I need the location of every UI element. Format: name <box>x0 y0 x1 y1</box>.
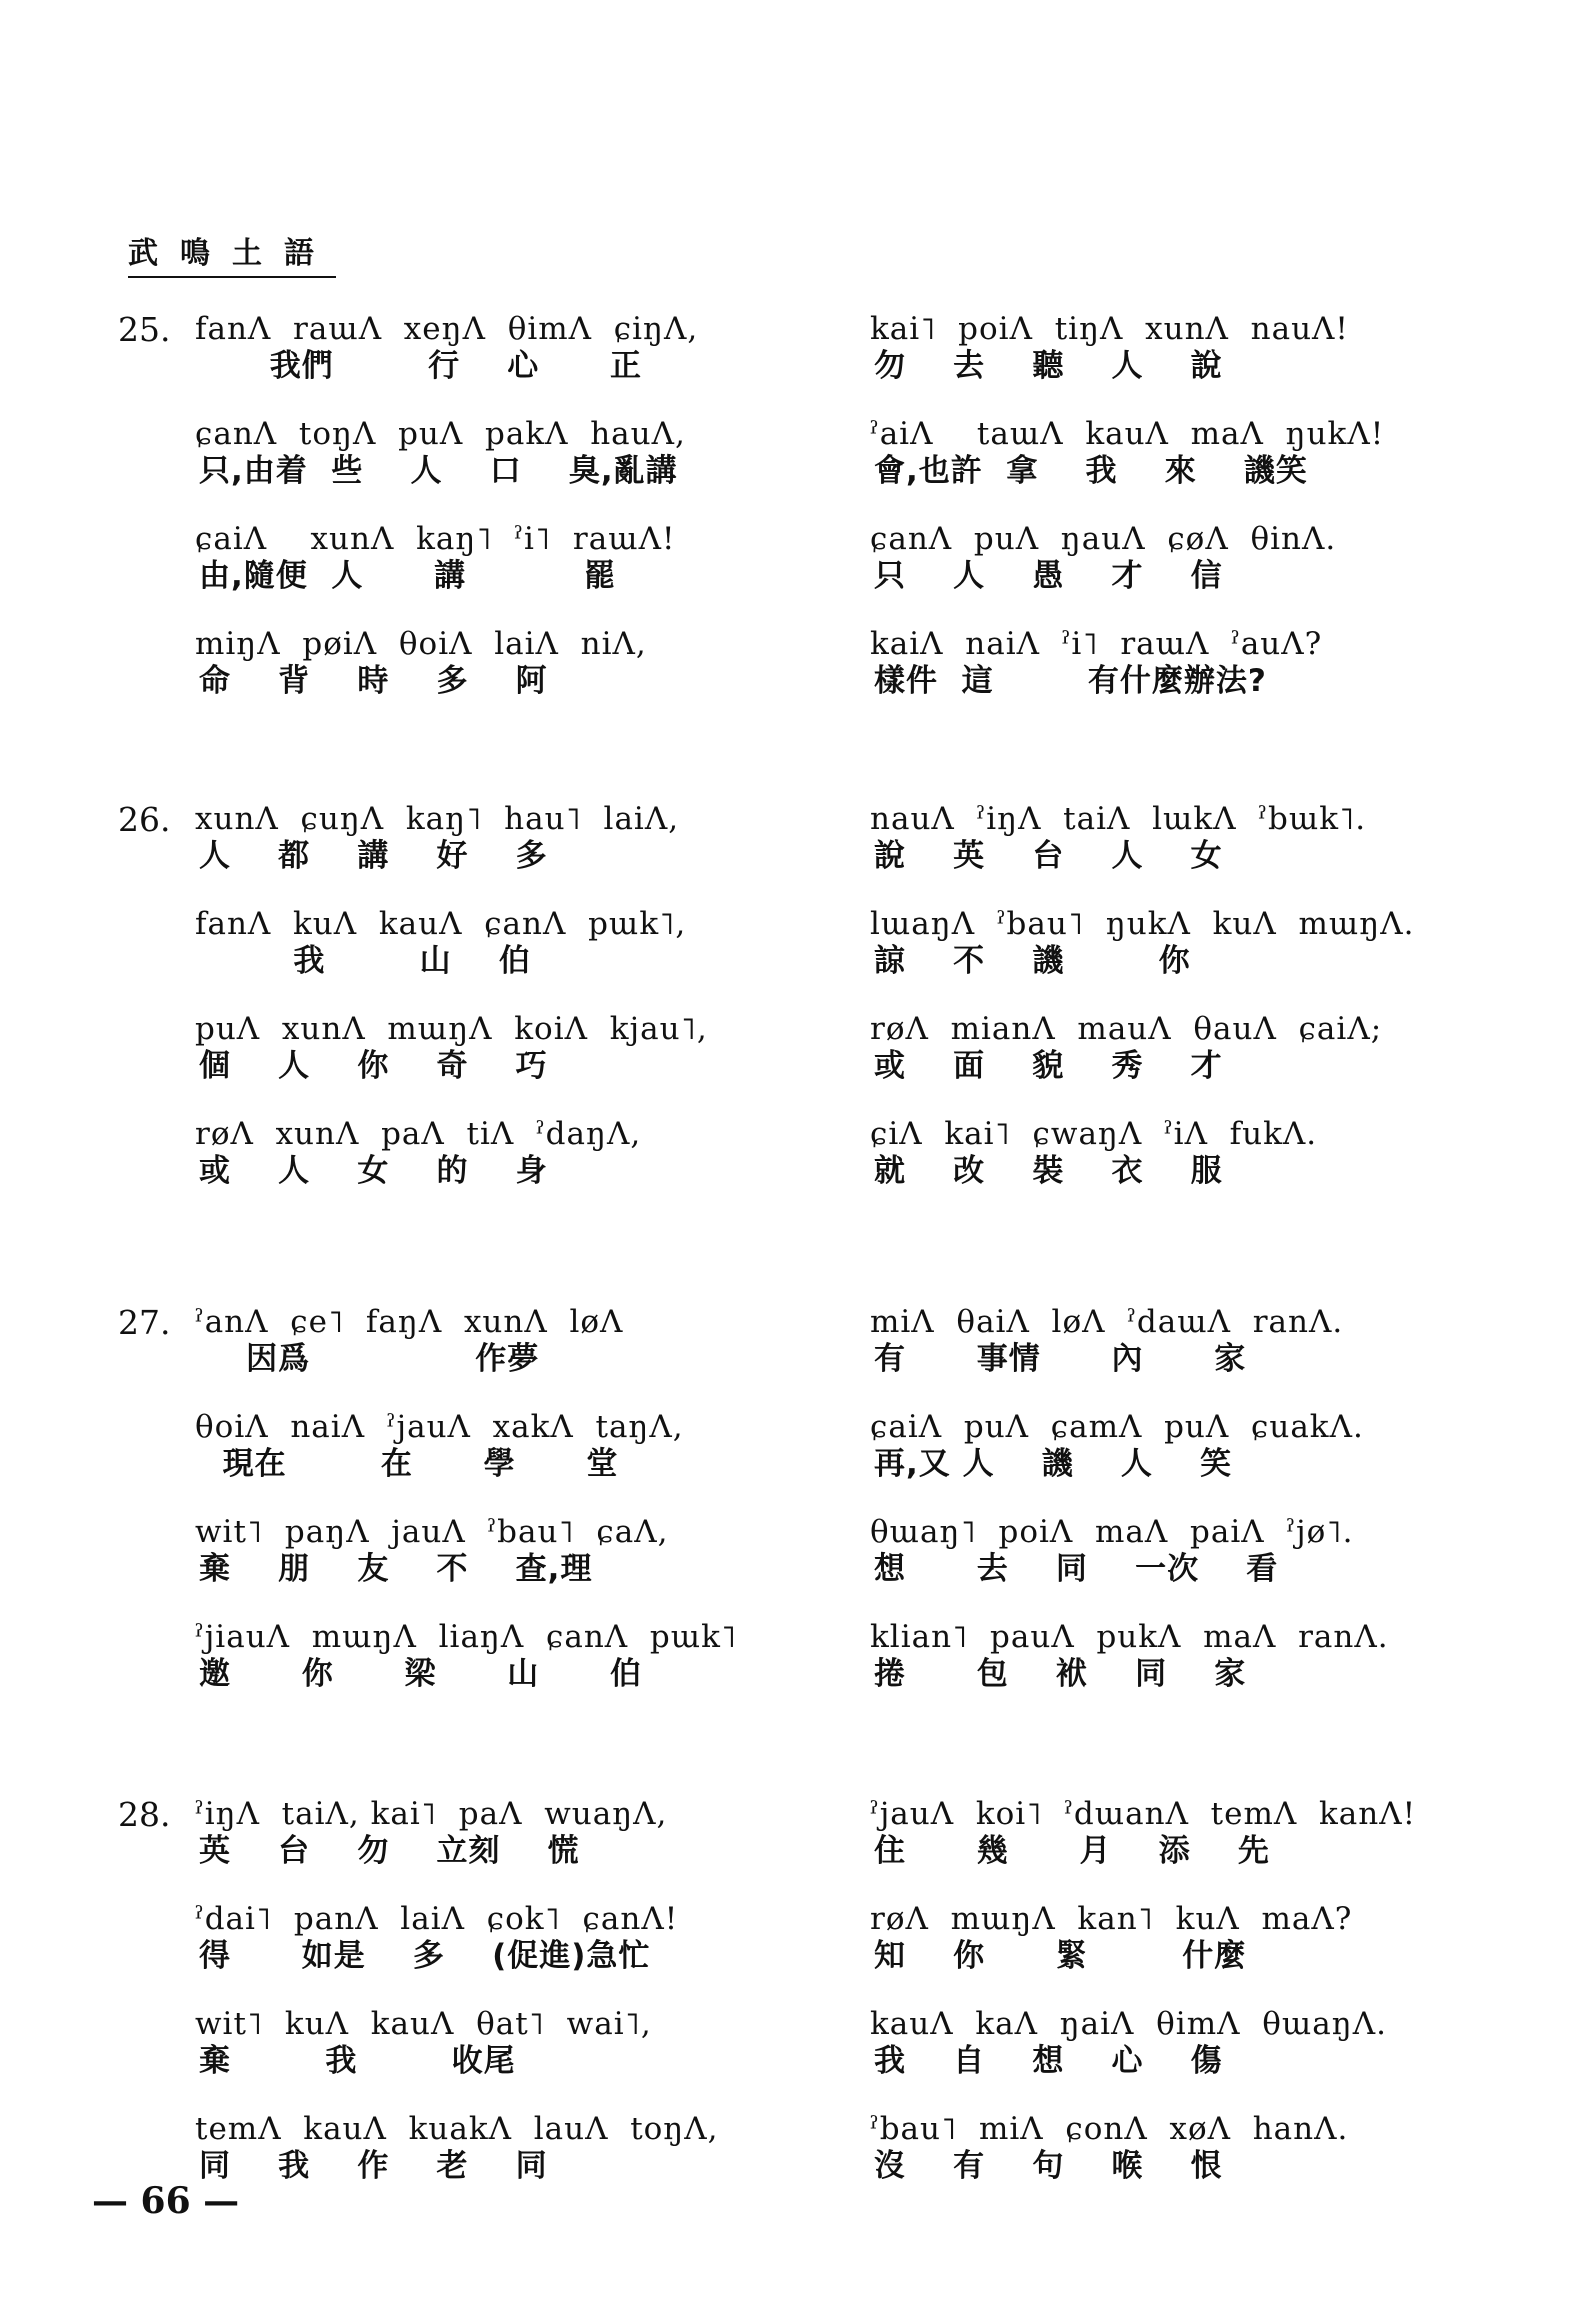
chinese-gloss: 諒 不 譏 你 <box>874 943 1191 979</box>
verse-line <box>870 415 1450 520</box>
phonetic-transcription: ˀiŋɅ taiɅ, kai˥ paɅ wuaŋɅ, <box>195 1796 668 1832</box>
chinese-gloss: 現在 在 學 堂 <box>199 1446 619 1482</box>
verse-column-left <box>195 1795 775 2184</box>
verse-line <box>870 625 1450 699</box>
verse-line <box>195 905 775 1010</box>
verse-line <box>870 1303 1450 1408</box>
verse-column-right <box>870 1795 1450 2184</box>
chinese-gloss: 勿 去 聽 人 說 <box>874 348 1223 384</box>
verse-line <box>870 1795 1450 1900</box>
verse-line <box>870 1115 1450 1189</box>
verse-column-right <box>870 310 1450 699</box>
chinese-gloss: 個 人 你 奇 巧 <box>199 1048 548 1084</box>
chinese-gloss: 英 台 勿 立刻 慌 <box>199 1833 580 1869</box>
verse-line <box>195 625 775 699</box>
chinese-gloss: 因爲 作夢 <box>199 1341 540 1377</box>
chinese-gloss: 我 山 伯 <box>199 943 531 979</box>
chinese-gloss: 知 你 緊 什麼 <box>874 1938 1247 1974</box>
chinese-gloss: 只 人 愚 才 信 <box>874 558 1223 594</box>
phonetic-transcription: wit˥ kuɅ kauɅ θat˥ wai˥, <box>195 2006 652 2042</box>
chinese-gloss: 就 改 裝 衣 服 <box>874 1153 1223 1189</box>
chinese-gloss: 想 去 同 一次 看 <box>874 1551 1279 1587</box>
phonetic-transcription: miŋɅ pøiɅ θoiɅ laiɅ niɅ, <box>195 626 647 662</box>
phonetic-transcription: røɅ mianɅ mauɅ θauɅ ɕaiɅ; <box>870 1011 1383 1047</box>
phonetic-transcription: puɅ xunɅ mɯŋɅ koiɅ kjau˥, <box>195 1011 708 1047</box>
phonetic-transcription: wit˥ paŋɅ jauɅ ˀbau˥ ɕaɅ, <box>195 1514 669 1550</box>
chinese-gloss: 樣件 這 有什麼辦法? <box>874 663 1267 699</box>
verse-column-right <box>870 800 1450 1189</box>
chinese-gloss: 命 背 時 多 阿 <box>199 663 548 699</box>
page-number: — 66 — <box>92 2180 240 2222</box>
chinese-gloss: 或 人 女 的 身 <box>199 1153 548 1189</box>
chinese-gloss: 邀 你 梁 山 伯 <box>199 1656 643 1692</box>
chinese-gloss: 沒 有 句 喉 恨 <box>874 2148 1223 2184</box>
chinese-gloss: 我們 行 心 正 <box>199 348 643 384</box>
verse-line <box>870 1900 1450 2005</box>
chinese-gloss: 人 都 講 好 多 <box>199 838 548 874</box>
phonetic-transcription: xunɅ ɕuŋɅ kaŋ˥ hau˥ laiɅ, <box>195 801 680 837</box>
phonetic-transcription: θɯaŋ˥ poiɅ maɅ paiɅ ˀjø˥. <box>870 1514 1354 1550</box>
chinese-gloss: 有 事情 內 家 <box>874 1341 1247 1377</box>
verse-line <box>195 1303 775 1408</box>
phonetic-transcription: ɕaiɅ puɅ ɕamɅ puɅ ɕuakɅ. <box>870 1409 1364 1445</box>
phonetic-transcription: fanɅ kuɅ kauɅ ɕanɅ pɯk˥, <box>195 906 687 942</box>
verse-line <box>195 800 775 905</box>
phonetic-transcription: ˀjiauɅ mɯŋɅ liaŋɅ ɕanɅ pɯk˥ <box>195 1619 738 1655</box>
chinese-gloss: 再,又 人 譏 人 笑 <box>874 1446 1233 1482</box>
chinese-gloss: 得 如是 多 (促進)急忙 <box>199 1938 651 1974</box>
verse-line <box>870 1010 1450 1115</box>
verse-line <box>870 1408 1450 1513</box>
verse-line <box>870 905 1450 1010</box>
verse-column-left <box>195 800 775 1189</box>
verse-column-left <box>195 310 775 699</box>
phonetic-transcription: ˀbau˥ miɅ ɕonɅ xøɅ hanɅ. <box>870 2111 1349 2147</box>
phonetic-transcription: miɅ θaiɅ løɅ ˀdaɯɅ ranɅ. <box>870 1304 1344 1340</box>
phonetic-transcription: ɕanɅ toŋɅ puɅ pakɅ hauɅ, <box>195 416 686 452</box>
phonetic-transcription: klian˥ pauɅ pukɅ maɅ ranɅ. <box>870 1619 1389 1655</box>
verse-line <box>195 2005 775 2110</box>
verse-line <box>195 1618 775 1692</box>
chinese-gloss: 只,由着 些 人 口 臭,亂講 <box>199 453 678 489</box>
verse-line <box>870 520 1450 625</box>
verse-line <box>195 1513 775 1618</box>
verse-number: 25. <box>118 310 171 349</box>
chinese-gloss: 或 面 貌 秀 才 <box>874 1048 1223 1084</box>
phonetic-transcription: lɯaŋɅ ˀbau˥ ŋukɅ kuɅ mɯŋɅ. <box>870 906 1415 942</box>
verse-line <box>195 310 775 415</box>
verse-line <box>870 2005 1450 2110</box>
chinese-gloss: 由,隨便 人 講 罷 <box>199 558 617 594</box>
phonetic-transcription: ɕaiɅ xunɅ kaŋ˥ ˀi˥ raɯɅ! <box>195 521 676 557</box>
phonetic-transcription: røɅ mɯŋɅ kan˥ kuɅ maɅ? <box>870 1901 1353 1937</box>
verse-number: 28. <box>118 1795 171 1834</box>
phonetic-transcription: ɕiɅ kai˥ ɕwaŋɅ ˀiɅ fukɅ. <box>870 1116 1318 1152</box>
chinese-gloss: 同 我 作 老 同 <box>199 2148 548 2184</box>
chinese-gloss: 會,也許 拿 我 來 譏笑 <box>874 453 1308 489</box>
verse-line <box>195 1010 775 1115</box>
chinese-gloss: 說 英 台 人 女 <box>874 838 1223 874</box>
phonetic-transcription: nauɅ ˀiŋɅ taiɅ lɯkɅ ˀbɯk˥. <box>870 801 1367 837</box>
phonetic-transcription: temɅ kauɅ kuakɅ lauɅ toŋɅ, <box>195 2111 719 2147</box>
verse-line <box>870 310 1450 415</box>
verse-number: 26. <box>118 800 171 839</box>
phonetic-transcription: fanɅ raɯɅ xeŋɅ θimɅ ɕiŋɅ, <box>195 311 699 347</box>
phonetic-transcription: ˀdai˥ panɅ laiɅ ɕok˥ ɕanɅ! <box>195 1901 679 1937</box>
phonetic-transcription: kaiɅ naiɅ ˀi˥ raɯɅ ˀauɅ? <box>870 626 1323 662</box>
phonetic-transcription: ˀanɅ ɕe˥ faŋɅ xunɅ løɅ <box>195 1304 624 1340</box>
verse-line <box>195 1900 775 2005</box>
chinese-gloss: 住 幾 月 添 先 <box>874 1833 1270 1869</box>
verse-line <box>195 2110 775 2184</box>
phonetic-transcription: røɅ xunɅ paɅ tiɅ ˀdaŋɅ, <box>195 1116 642 1152</box>
phonetic-transcription: θoiɅ naiɅ ˀjauɅ xakɅ taŋɅ, <box>195 1409 684 1445</box>
verse-line <box>195 520 775 625</box>
verse-line <box>870 2110 1450 2184</box>
verse-line <box>870 800 1450 905</box>
phonetic-transcription: kauɅ kaɅ ŋaiɅ θimɅ θɯaŋɅ. <box>870 2006 1387 2042</box>
verse-number: 27. <box>118 1303 171 1342</box>
verse-column-left <box>195 1303 775 1692</box>
verse-line <box>870 1513 1450 1618</box>
chinese-gloss: 棄 朋 友 不 查,理 <box>199 1551 593 1587</box>
verse-line <box>195 1795 775 1900</box>
phonetic-transcription: ˀjauɅ koi˥ ˀdɯanɅ temɅ kanɅ! <box>870 1796 1417 1832</box>
verse-line <box>195 1408 775 1513</box>
chinese-gloss: 棄 我 收尾 <box>199 2043 516 2079</box>
verse-column-right <box>870 1303 1450 1692</box>
phonetic-transcription: ˀaiɅ taɯɅ kauɅ maɅ ŋukɅ! <box>870 416 1385 452</box>
verse-line <box>195 415 775 520</box>
running-header: 武鳴土語 <box>128 228 336 278</box>
phonetic-transcription: ɕanɅ puɅ ŋauɅ ɕøɅ θinɅ. <box>870 521 1337 557</box>
verse-line <box>870 1618 1450 1692</box>
verse-line <box>195 1115 775 1189</box>
phonetic-transcription: kai˥ poiɅ tiŋɅ xunɅ nauɅ! <box>870 311 1349 347</box>
chinese-gloss: 我 自 想 心 傷 <box>874 2043 1223 2079</box>
chinese-gloss: 捲 包 袱 同 家 <box>874 1656 1247 1692</box>
